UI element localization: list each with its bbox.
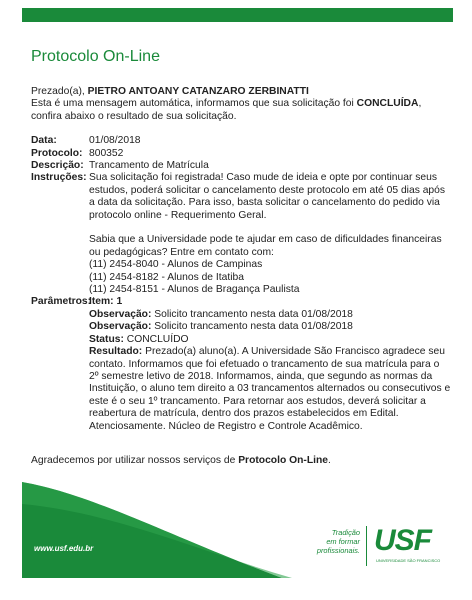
header-bar <box>22 8 453 22</box>
site-url-link[interactable]: www.usf.edu.br <box>34 544 94 553</box>
instrucoes-row: Instruções: Sua solicitação foi registrada! Caso mude de ideia e opte por continuar seus estudos, poderá solicitar o cancelamento deste protocolo em até 05 dias após a data da solicitação. Para isso, basta solicitar o cancelamento do pedido via protocolo online - Requerimento Geral. Sabia que a Universidade pode te ajudar em caso de dificuldades financeiras ou pedagógicas? Entre em contato com: (11) 2454-8040 - Alunos de Campinas (11) 2454-8182 - Alunos de Itatiba (11) 2454-8151 - Alunos de Bragança Paulista <box>31 172 451 296</box>
usf-logo: USF UNIVERSIDADE SÃO FRANCISCO <box>374 524 441 563</box>
email-body <box>31 48 451 478</box>
data-value: 01/08/2018 <box>89 135 141 147</box>
protocolo-row: Protocolo: 800352 <box>31 148 451 160</box>
contact-braganca: (11) 2454-8151 - Alunos de Bragança Paulista <box>89 284 300 296</box>
footer-banner <box>22 482 453 578</box>
intro-text: Esta é uma mensagem automática, informamos que sua solicitação foi CONCLUÍDA, confira abaixo o resultado de sua solicitação. <box>31 98 422 122</box>
parametros-value: Item: 1 Observação: Solicito trancamento nesta data 01/08/2018 Observação: Solicito trancamento nesta data 01/08/2018 Status: CONCLUÍDO Resultado: Prezado(a) aluno(a). A Universidade São Francisco agradece seu contato. Informamos que foi efetuado o trancamento de sua matrícula para o 2º semestre letivo de 2018. Informamos, ainda, que segundo as normas da Instituição, o aluno tem direito a 03 trancamentos alternados ou consecutivos e este é o seu 1º trancamento. Para retornar aos estudos, deverá solicitar a reabertura de matrícula, dentro dos prazos estabelecidos em Edital. Atenciosamente. Núcleo de Registro e Controle Acadêmico. <box>89 296 451 432</box>
parametros-row: Parâmetros: Item: 1 Observação: Solicito trancamento nesta data 01/08/2018 Observação: Solicito trancamento nesta data 01/08/2018 Status: CONCLUÍDO Resultado: Prezado(a) aluno(a). A Universidade São Francisco agradece seu contato. Informamos que foi efetuado o trancamento de sua matrícula para o 2º semestre letivo de 2018. Informamos, ainda, que segundo as normas da Instituição, o aluno tem direito a 03 trancamentos alternados ou consecutivos e este é o seu 1º trancamento. Para retornar aos estudos, deverá solicitar a reabertura de matrícula, dentro dos prazos estabelecidos em Edital. Atenciosamente. Núcleo de Registro e Controle Acadêmico. <box>31 296 451 432</box>
thanks-text: Agradecemos por utilizar nossos serviços de Protocolo On-Line. <box>31 454 331 466</box>
data-row: Data: 01/08/2018 <box>31 135 451 147</box>
page-title: Protocolo On-Line <box>31 48 160 65</box>
footer-divider <box>366 526 367 566</box>
descricao-value: Trancamento de Matrícula <box>89 160 209 172</box>
descricao-row: Descrição: Trancamento de Matrícula <box>31 160 451 172</box>
recipient-name: PIETRO ANTOANY CATANZARO ZERBINATTI <box>87 86 309 97</box>
greeting: Prezado(a), PIETRO ANTOANY CATANZARO ZERBINATTI <box>31 86 309 97</box>
instrucoes-value: Sua solicitação foi registrada! Caso mude de ideia e opte por continuar seus estudos, poderá solicitar o cancelamento deste protocolo em até 05 dias após a data da solicitação. Para isso, basta solicitar o cancelamento do pedido via protocolo online - Requerimento Geral. Sabia que a Universidade pode te ajudar em caso de dificuldades financeiras ou pedagógicas? Entre em contato com: (11) 2454-8040 - Alunos de Campinas (11) 2454-8182 - Alunos de Itatiba (11) 2454-8151 - Alunos de Bragança Paulista <box>89 172 451 296</box>
contact-campinas: (11) 2454-8040 - Alunos de Campinas <box>89 259 263 271</box>
tagline: Tradição em formar profissionais. <box>316 528 360 555</box>
contact-itatiba: (11) 2454-8182 - Alunos de Itatiba <box>89 271 244 283</box>
protocolo-value: 800352 <box>89 147 124 159</box>
